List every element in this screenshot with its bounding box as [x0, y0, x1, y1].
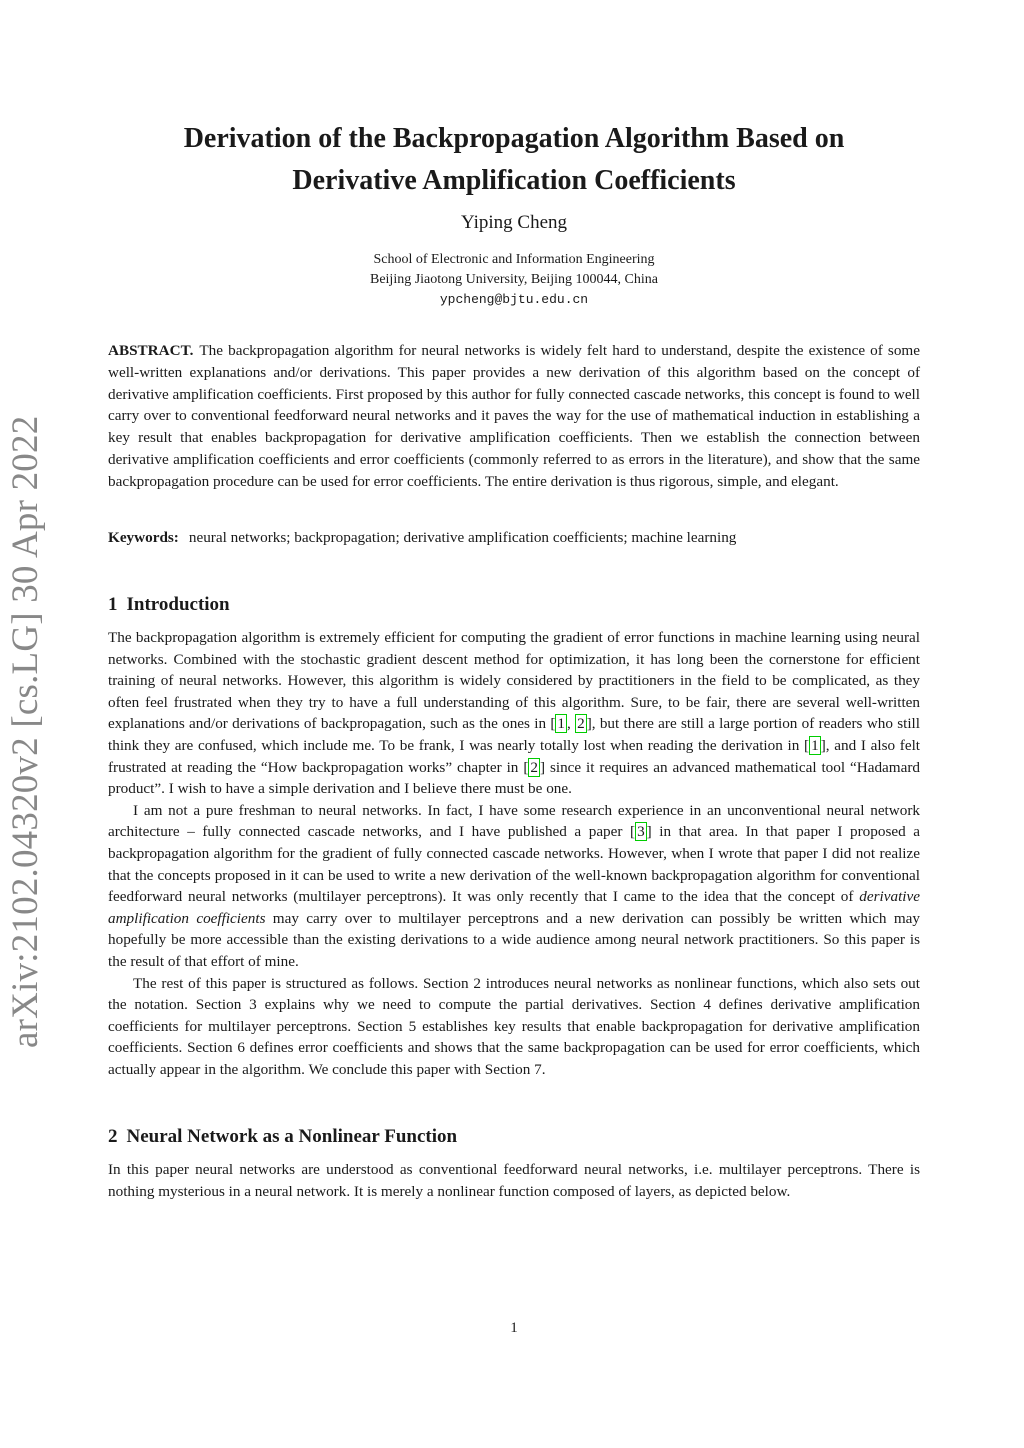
paragraph-text: ], but there are still a large portion of readers who still think they are confused, which include me. To be frank, I was nearly totally lost when reading the derivation in [ — [108, 715, 920, 754]
abstract — [108, 340, 920, 493]
affiliation — [108, 250, 920, 310]
section-2-paragraph-1: In this paper neural networks are understood as conventional feedforward neural networks, i.e. multilayer perceptrons. There is nothing mysterious in a neural network. It is merely a nonlinear function composed of layers, as depicted below. — [108, 1161, 920, 1200]
citation-link[interactable]: 2 — [530, 758, 538, 776]
citation-link[interactable]: 2 — [577, 715, 585, 733]
title-line-1: Derivation of the Backpropagation Algorithm Based on — [183, 123, 845, 154]
author-email: ypcheng@bjtu.edu.cn — [439, 292, 589, 307]
section-2-body — [108, 1159, 920, 1202]
paper-title — [108, 118, 920, 202]
section-2-number: 2 — [108, 1126, 118, 1147]
section-1-paragraph-3: The rest of this paper is structured as follows. Section 2 introduces neural networks as nonlinear functions, which also sets out the notation. Section 3 explains why we need to compute the partial derivatives. Section 4 defines derivative amplification coefficients for multilayer perceptrons. Section 5 establishes key results that enable backpropagation for derivative amplification coefficients. Section 6 defines error coefficients and shows that the same backpropagation can be used for error coefficients, which actually appear in the algorithm. We conclude this paper with Section 7. — [108, 974, 920, 1078]
title-line-2: Derivative Amplification Coefficients — [292, 165, 736, 196]
paragraph-text: ] in that area. In that paper I proposed a backpropagation algorithm for the gradient of fully connected cascade networks. However, when I wrote that paper I did not realize that the concepts proposed in it can be used to write a new derivation of the well-known backpropagation algorithm for conventional feedforward neural networks (multilayer perceptrons). It was only recently that I came to the idea that the concept of — [108, 823, 920, 906]
affiliation-university: Beijing Jiaotong University, Beijing 100044, China — [369, 272, 659, 287]
section-1-title: Introduction — [126, 594, 230, 615]
author-name: Yiping Cheng — [460, 212, 568, 233]
section-2-title: Neural Network as a Nonlinear Function — [126, 1126, 458, 1147]
paragraph-text: ], and I also felt frustrated at reading the “How backpropagation works” chapter in [ — [108, 736, 921, 776]
keywords-text: neural networks; backpropagation; derivative amplification coefficients; machine learning — [188, 529, 737, 546]
keywords-label: Keywords: — [108, 529, 179, 546]
citation-link[interactable]: 3 — [637, 823, 645, 841]
arxiv-identifier: arXiv:2102.04320v2 [cs.LG] 30 Apr 2022 — [5, 415, 46, 1048]
paragraph-text: may carry over to multilayer perceptrons and a new derivation can possibly be written which may hopefully be more accessible than the existing derivations to a wide audience among neural network practitioners. So this paper is the result of that effort of mine. — [108, 909, 920, 970]
citation-link[interactable]: 1 — [811, 736, 819, 754]
affiliation-department: School of Electronic and Information Engineering — [373, 252, 655, 267]
citation-link[interactable]: 1 — [557, 715, 565, 733]
abstract-label: ABSTRACT. — [108, 342, 194, 359]
citation-separator: , — [567, 715, 576, 733]
page-number: 1 — [510, 1320, 518, 1336]
paragraph-text: I am not a pure freshman to neural networks. In fact, I have some research experience in an unconventional neural network architecture – fully connected cascade networks, and I have published a paper [ — [108, 801, 920, 841]
section-1-body — [108, 627, 920, 1080]
paragraph-text: ] since it requires an advanced mathematical tool “Hadamard product”. I wish to have a simple derivation and I believe there must be one. — [108, 758, 920, 798]
section-1-paragraph-2 — [108, 800, 920, 973]
paragraph-text: The backpropagation algorithm is extremely efficient for computing the gradient of error functions in machine learning using neural networks. Combined with the stochastic gradient descent method for optimization, it has long been the cornerstone for efficient training of neural networks. However, this algorithm is widely considered by practitioners in the field to be complicated, as they often feel frustrated when they try to have a full understanding of this algorithm. Sure, to be fair, there are several well-written explanations and/or derivations of backpropagation, such as the ones in [ — [108, 629, 920, 733]
section-1-heading — [108, 594, 230, 616]
abstract-text: The backpropagation algorithm for neural networks is widely felt hard to understand, despite the existence of some well-written explanations and/or derivations. This paper provides a new derivation of this algorithm based on the concept of derivative amplification coefficients. First proposed by this author for fully connected cascade networks, this concept is found to well carry over to conventional feedforward neural networks and it paves the way for the use of mathematical induction in establishing a key result that enables backpropagation for derivative amplification coefficients. Then we establish the connection between derivative amplification coefficients and error coefficients (commonly referred to as errors in the literature), and show that the same backpropagation procedure can be used for error coefficients. The entire derivation is thus rigorous, simple, and elegant. — [108, 342, 920, 490]
emphasized-term: derivative amplification coefficients — [108, 888, 920, 927]
section-1-number: 1 — [108, 594, 118, 615]
section-2-heading — [108, 1126, 457, 1148]
keywords — [108, 527, 920, 549]
section-1-paragraph-1 — [108, 627, 920, 800]
